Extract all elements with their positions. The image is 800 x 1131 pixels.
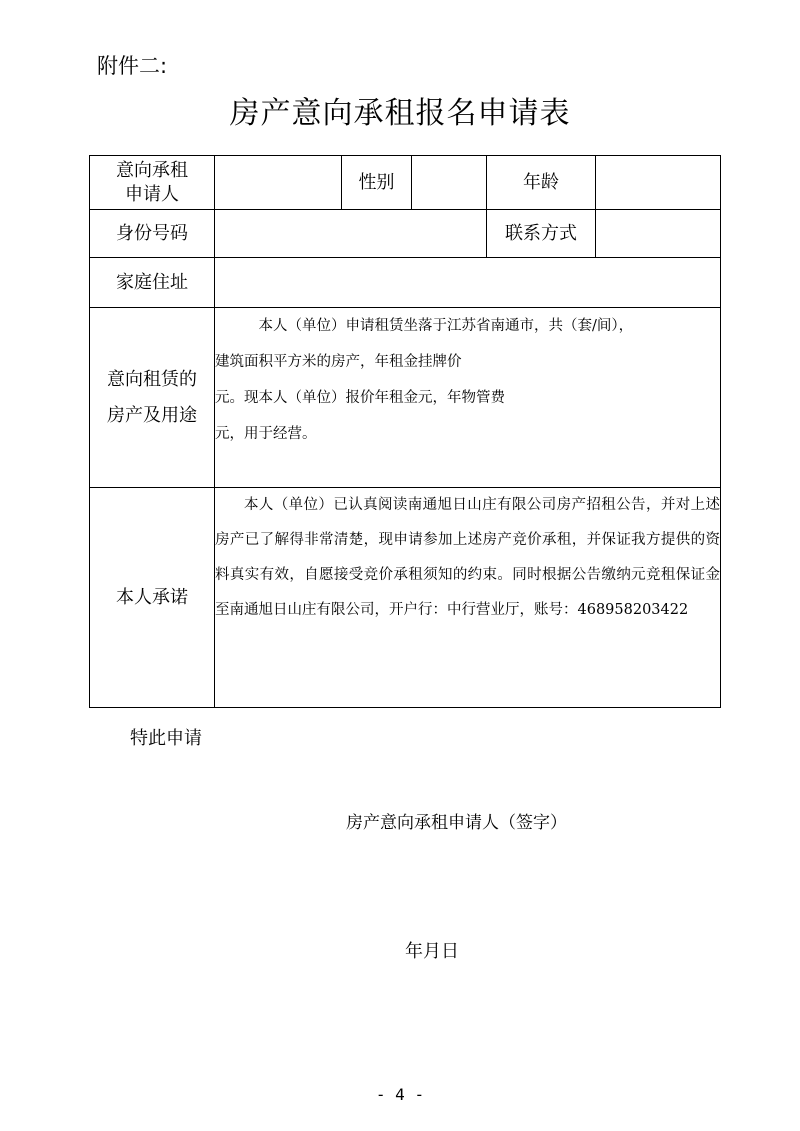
age-label: 年龄 <box>487 156 596 210</box>
signature-label: 房产意向承租申请人（签字） <box>346 813 567 833</box>
id-number-label: 身份号码 <box>90 210 215 258</box>
applicant-label: 意向承租 申请人 <box>116 159 188 205</box>
id-number-field[interactable] <box>215 210 487 258</box>
form-row-address <box>90 258 721 308</box>
applicant-name-field[interactable] <box>215 156 342 210</box>
commitment-label: 本人承诺 <box>90 488 215 708</box>
closing-text: 特此申请 <box>130 728 202 749</box>
gender-label: 性别 <box>342 156 412 210</box>
commitment-text: 本人（单位）已认真阅读南通旭日山庄有限公司房产招租公告，并对上述房产已了解得非常清楚，现申请参加上述房产竞价承租，并保证我方提供的资料真实有效，自愿接受竞价承租须知的约束。同时根据公告缴纳元竞租保证金至南通旭日山庄有限公司，开户行：中行营业厅，账号：468958203422 <box>215 497 720 618</box>
property-label-cell <box>90 308 215 488</box>
age-field[interactable] <box>596 156 721 210</box>
form-row-property <box>90 308 721 488</box>
address-label: 家庭住址 <box>90 258 215 308</box>
gender-field[interactable] <box>412 156 487 210</box>
commitment-cell <box>215 488 721 708</box>
property-label: 意向租赁的 房产及用途 <box>107 368 197 426</box>
form-row-commitment <box>90 488 721 708</box>
date-label: 年月日 <box>405 941 459 962</box>
contact-label: 联系方式 <box>487 210 596 258</box>
property-line: 元，用于经营。 <box>215 426 317 442</box>
property-description-field[interactable] <box>215 308 721 488</box>
property-line: 本人（单位）申请租赁坐落于江苏省南通市，共（套/间）， <box>258 318 634 334</box>
property-line: 建筑面积平方米的房产，年租金挂牌价 <box>215 354 462 370</box>
applicant-label-cell <box>90 156 215 210</box>
address-field[interactable] <box>215 258 721 308</box>
attachment-label: 附件二: <box>97 54 168 78</box>
form-row-applicant <box>90 156 721 210</box>
page-number: - 4 - <box>375 1085 425 1104</box>
page-title: 房产意向承租报名申请表 <box>229 96 571 131</box>
contact-field[interactable] <box>596 210 721 258</box>
property-line: 元。现本人（单位）报价年租金元，年物管费 <box>215 390 505 406</box>
application-form-table <box>89 155 721 708</box>
form-row-id <box>90 210 721 258</box>
